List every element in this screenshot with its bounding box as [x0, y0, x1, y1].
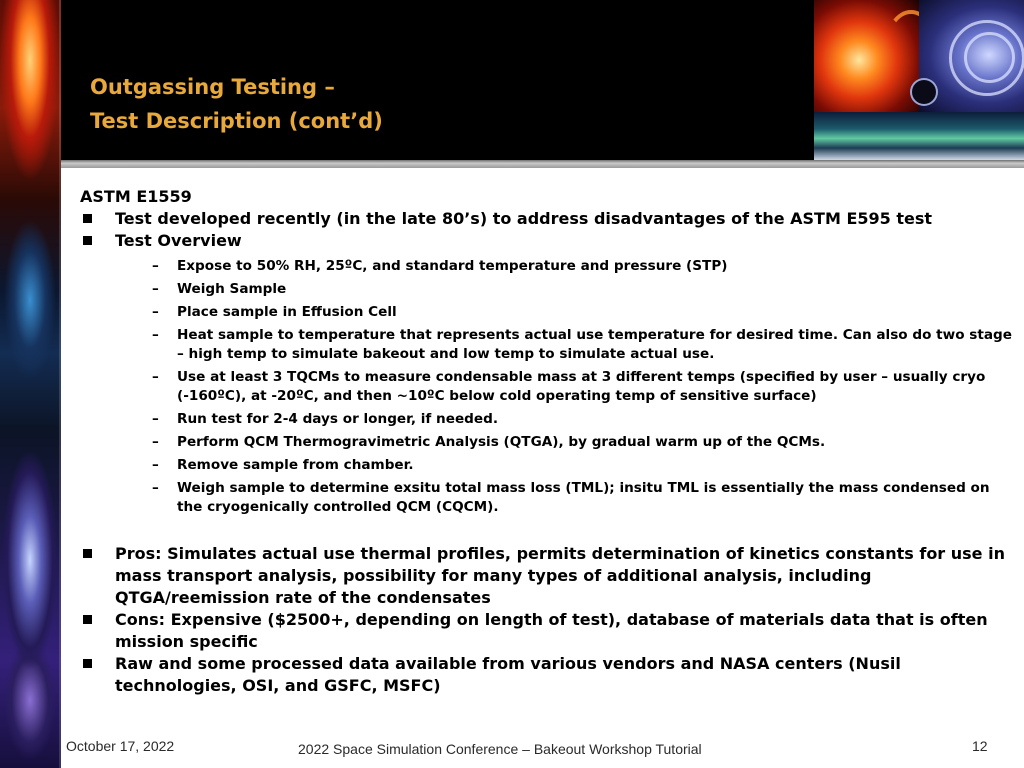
square-bullet-icon — [83, 549, 92, 558]
earth-globe — [912, 80, 936, 104]
square-bullet-icon — [83, 615, 92, 624]
overview-item — [80, 368, 1015, 406]
dash-icon: – — [152, 304, 159, 320]
left-decorative-strip — [0, 0, 61, 768]
square-bullet-icon — [83, 214, 92, 223]
overview-text: Remove sample from chamber. — [177, 457, 414, 473]
overview-item — [80, 456, 1015, 475]
dash-icon: – — [152, 369, 159, 385]
dash-icon: – — [152, 457, 159, 473]
overview-text: Heat sample to temperature that represents actual use temperature for desired time. Can also do two stage – high temp to simulate bakeout and low temp to simulate actual use. — [177, 327, 1013, 362]
overview-item — [80, 479, 1015, 517]
slide-body — [80, 186, 1015, 697]
footer-date: October 17, 2022 — [66, 738, 175, 754]
bullet-text: Pros: Simulates actual use thermal profiles, permits determination of kinetics constants for use in mass transport analysis, possibility for many types of additional analysis, including QTGA/reemission rate of the condensates — [115, 544, 1005, 607]
bullet-item — [80, 543, 1015, 609]
overview-text: Use at least 3 TQCMs to measure condensable mass at 3 different temps (specified by user – usually cryo (-160ºC), at -20ºC, and then ~10ºC below cold operating temp of sensitive surface) — [177, 369, 986, 404]
bullet-text: Test Overview — [115, 231, 242, 250]
overview-item — [80, 410, 1015, 429]
dash-icon: – — [152, 327, 159, 343]
dash-icon: – — [152, 281, 159, 297]
overview-text: Expose to 50% RH, 25ºC, and standard temperature and pressure (STP) — [177, 258, 728, 274]
overview-text: Place sample in Effusion Cell — [177, 304, 397, 320]
field-loop — [964, 32, 1015, 83]
bullet-text: Cons: Expensive ($2500+, depending on length of test), database of materials data that is often mission specific — [115, 610, 988, 651]
dash-icon: – — [152, 258, 159, 274]
bullet-item — [80, 609, 1015, 653]
standard-label: ASTM E1559 — [80, 187, 192, 206]
overview-text: Weigh sample to determine exsitu total mass loss (TML); insitu TML is essentially the mass condensed on the cryogenically controlled QCM (CQCM). — [177, 480, 990, 515]
bullet-item — [80, 230, 1015, 252]
bullet-text: Test developed recently (in the late 80’s) to address disadvantages of the ASTM E595 test — [115, 209, 933, 228]
overview-item — [80, 433, 1015, 452]
spacer — [80, 521, 1015, 543]
overview-text: Weigh Sample — [177, 281, 287, 297]
overview-item — [80, 257, 1015, 276]
overview-text: Perform QCM Thermogravimetric Analysis (QTGA), by gradual warm up of the QCMs. — [177, 434, 826, 450]
overview-text: Run test for 2-4 days or longer, if needed. — [177, 411, 499, 427]
overview-item — [80, 303, 1015, 322]
dash-icon: – — [152, 434, 159, 450]
square-bullet-icon — [83, 236, 92, 245]
slide-title — [90, 70, 383, 138]
footer-conference: 2022 Space Simulation Conference – Bakeout Workshop Tutorial — [298, 741, 702, 757]
bullet-item — [80, 653, 1015, 697]
header-divider — [61, 160, 1024, 168]
dash-icon: – — [152, 480, 159, 496]
square-bullet-icon — [83, 659, 92, 668]
bullet-item — [80, 208, 1015, 230]
bullet-text: Raw and some processed data available from various vendors and NASA centers (Nusil technologies, OSI, and GSFC, MSFC) — [115, 654, 901, 695]
footer-page-number: 12 — [972, 738, 988, 754]
header-image-collage — [814, 0, 1024, 160]
dash-icon: – — [152, 411, 159, 427]
overview-item — [80, 326, 1015, 364]
overview-item — [80, 280, 1015, 299]
title-line-1: Outgassing Testing – — [90, 75, 335, 99]
aurora-image — [814, 112, 1024, 160]
title-line-2: Test Description (cont’d) — [90, 109, 383, 133]
